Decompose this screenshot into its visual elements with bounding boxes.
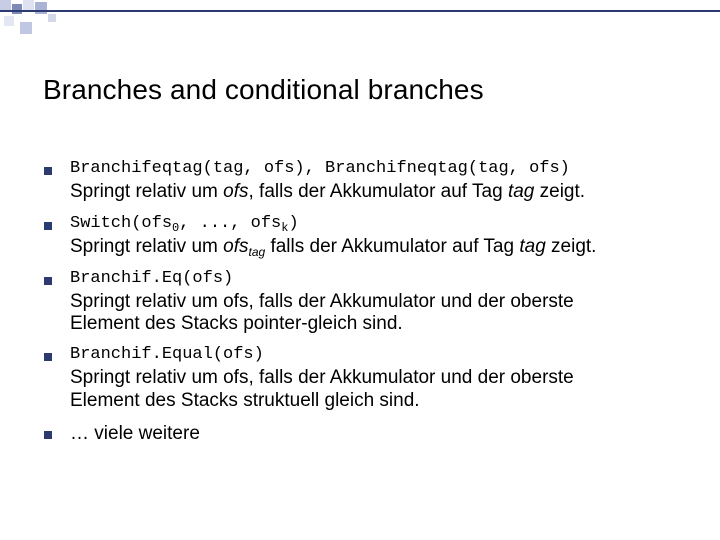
- desc-italic: tag: [507, 181, 535, 202]
- description-line: … viele weitere: [70, 423, 200, 444]
- bullet-marker: [44, 167, 52, 175]
- desc-italic: ofs: [223, 181, 249, 202]
- code-subscript: k: [281, 221, 289, 235]
- desc-text: falls der Akkumulator auf Tag: [265, 236, 520, 257]
- code-line: Branchif.Eq(ofs): [70, 269, 234, 288]
- desc-text: , falls der Akkumulator auf Tag: [248, 181, 508, 202]
- desc-text: Springt relativ um: [70, 236, 224, 257]
- deco-square: [48, 14, 56, 22]
- description-line: [70, 236, 596, 263]
- desc-text: zeigt.: [545, 236, 597, 257]
- deco-square: [4, 16, 14, 26]
- deco-square: [0, 0, 11, 11]
- deco-square: [20, 22, 32, 34]
- code-line: [70, 158, 570, 180]
- description-line: [70, 181, 585, 203]
- description-line: Springt relativ um ofs, falls der Akkumulator und der oberste: [70, 367, 574, 388]
- deco-square: [12, 4, 22, 14]
- deco-square: [35, 2, 47, 14]
- code-line: Branchif.Equal(ofs): [70, 345, 264, 364]
- desc-text: Springt relativ um: [70, 181, 224, 202]
- code-subscript: 0: [172, 221, 180, 235]
- description-line: Element des Stacks struktuell gleich sind.: [70, 390, 420, 411]
- bullet-marker: [44, 431, 52, 439]
- deco-square: [23, 0, 34, 11]
- description-line: Element des Stacks pointer-gleich sind.: [70, 313, 403, 334]
- desc-subscript: tag: [248, 245, 266, 259]
- desc-text: zeigt.: [534, 181, 586, 202]
- deco-rule: [0, 10, 720, 12]
- bullet-marker: [44, 222, 52, 230]
- desc-italic: tag: [519, 236, 546, 257]
- desc-italic: ofs: [223, 236, 249, 257]
- bullet-marker: [44, 353, 52, 361]
- code-text: Branchifeqtag(tag, ofs), Branchifneqtag(tag, ofs): [70, 159, 570, 178]
- code-text: ): [288, 214, 299, 233]
- code-text: , ..., ofs: [179, 214, 282, 233]
- bullet-marker: [44, 277, 52, 285]
- corner-decoration: [0, 0, 720, 40]
- slide-title: Branches and conditional branches: [43, 74, 484, 105]
- description-line: Springt relativ um ofs, falls der Akkumulator und der oberste: [70, 291, 574, 312]
- code-text: Switch(ofs: [70, 214, 173, 233]
